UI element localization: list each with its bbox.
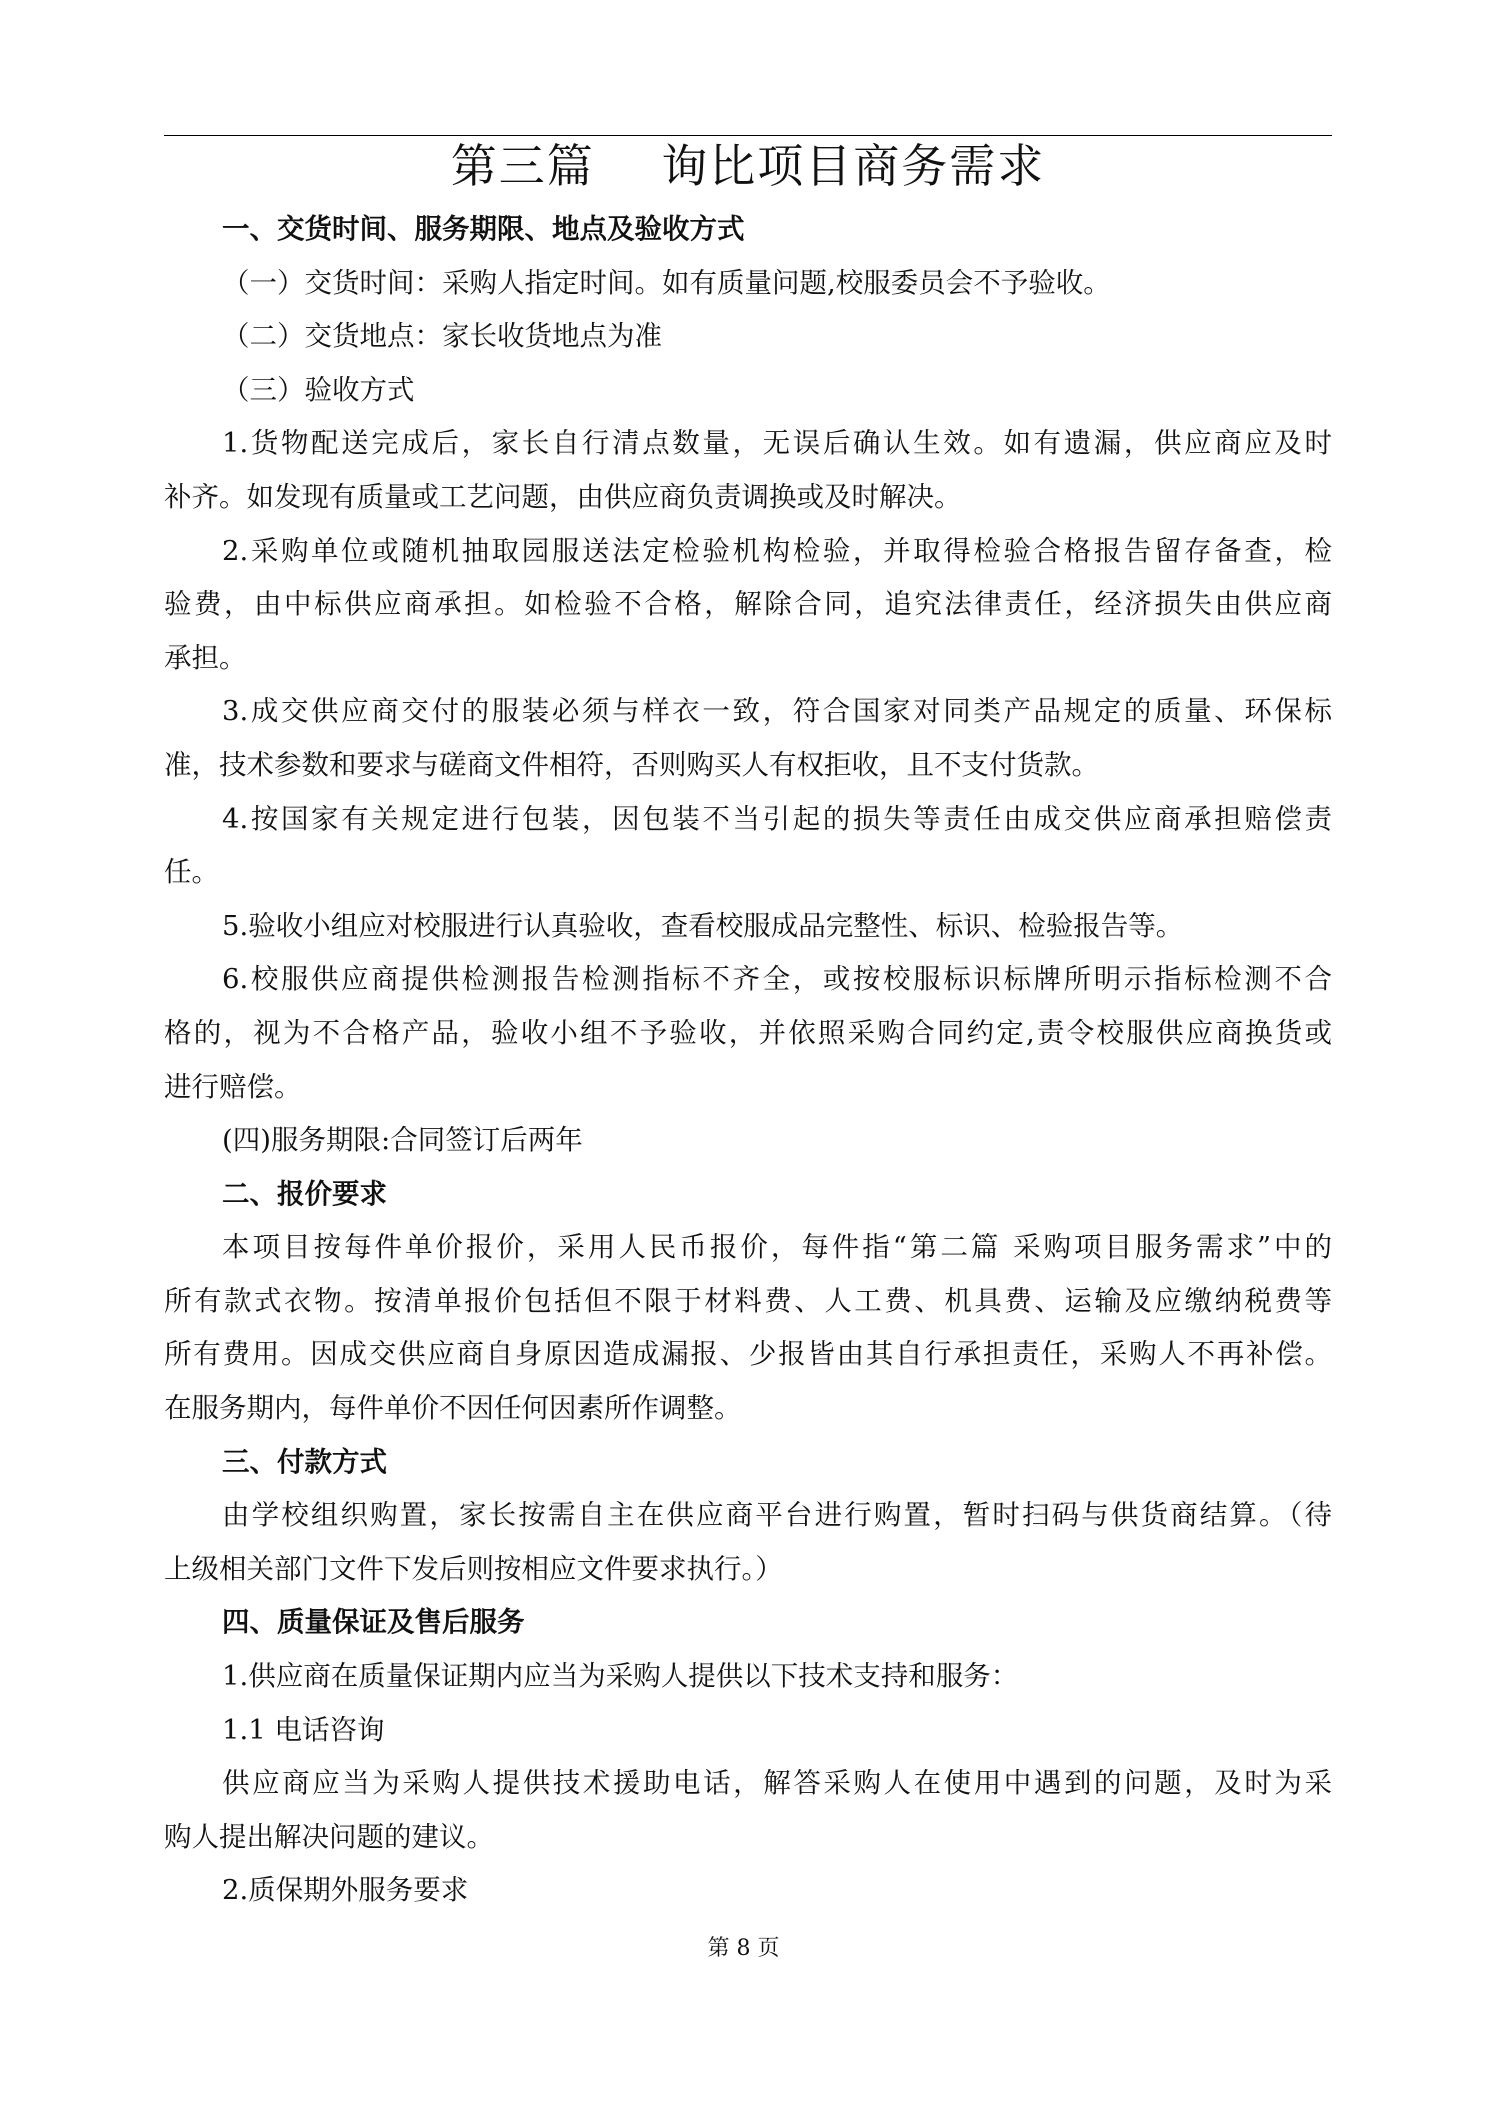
- acceptance-item-4-line-1: 4.按国家有关规定进行包装，因包装不当引起的损失等责任由成交供应商承担赔偿责: [222, 802, 1332, 835]
- paragraph-service-period: (四)服务期限:合同签订后两年: [222, 1124, 583, 1157]
- acceptance-item-1-line-2: 补齐。如发现有质量或工艺问题，由供应商负责调换或及时解决。: [164, 480, 962, 513]
- acceptance-item-2-line-3: 承担。: [164, 641, 247, 674]
- paragraph-delivery-place: （二）交货地点：家长收货地点为准: [222, 320, 662, 353]
- acceptance-item-2-line-1: 2.采购单位或随机抽取园服送法定检验机构检验，并取得检验合格报告留存备查，检: [222, 534, 1332, 567]
- quality-paragraph-phone-line-2: 购人提出解决问题的建议。: [164, 1820, 494, 1853]
- acceptance-item-4-line-2: 任。: [164, 856, 219, 889]
- acceptance-item-2-line-2: 验费，由中标供应商承担。如检验不合格，解除合同，追究法律责任，经济损失由供应商: [164, 588, 1332, 621]
- acceptance-item-3-line-2: 准，技术参数和要求与磋商文件相符，否则购买人有权拒收，且不支付货款。: [164, 748, 1099, 781]
- acceptance-item-1-line-1: 1.货物配送完成后，家长自行清点数量，无误后确认生效。如有遗漏，供应商应及时: [222, 427, 1332, 460]
- page-title: 第三篇 询比项目商务需求: [450, 139, 1046, 193]
- quality-paragraph-1: 1.供应商在质量保证期内应当为采购人提供以下技术支持和服务：: [222, 1660, 1019, 1693]
- section-heading-quotation: 二、报价要求: [222, 1177, 387, 1210]
- payment-line-1: 由学校组织购置，家长按需自主在供应商平台进行购置，暂时扫码与供货商结算。（待: [222, 1499, 1332, 1532]
- section-heading-delivery: 一、交货时间、服务期限、地点及验收方式: [222, 213, 745, 245]
- quotation-line-1: 本项目按每件单价报价，采用人民币报价，每件指“第二篇 采购项目服务需求”中的: [222, 1231, 1332, 1264]
- acceptance-item-3-line-1: 3.成交供应商交付的服装必须与样衣一致，符合国家对同类产品规定的质量、环保标: [222, 695, 1332, 728]
- payment-line-2: 上级相关部门文件下发后则按相应文件要求执行。）: [164, 1552, 783, 1585]
- acceptance-item-6-line-1: 6.校服供应商提供检测报告检测指标不齐全，或按校服标识标牌所明示指标检测不合: [222, 963, 1332, 996]
- acceptance-item-6-line-2: 格的，视为不合格产品，验收小组不予验收，并依照采购合同约定,责令校服供应商换货或: [164, 1016, 1332, 1049]
- paragraph-delivery-time: （一）交货时间：采购人指定时间。如有质量问题,校服委员会不予验收。: [222, 266, 1111, 299]
- quality-paragraph-phone: 1.1 电话咨询: [222, 1713, 385, 1746]
- quality-paragraph-out-of-warranty: 2.质保期外服务要求: [222, 1874, 469, 1907]
- document-body: [164, 203, 1332, 1918]
- quality-paragraph-phone-line-1: 供应商应当为采购人提供技术援助电话，解答采购人在使用中遇到的问题，及时为采: [222, 1767, 1332, 1800]
- quotation-line-4: 在服务期内，每件单价不因任何因素所作调整。: [164, 1392, 742, 1425]
- acceptance-item-6-line-3: 进行赔偿。: [164, 1070, 302, 1103]
- quotation-line-3: 所有费用。因成交供应商自身原因造成漏报、少报皆由其自行承担责任，采购人不再补偿。: [164, 1338, 1332, 1371]
- page-number: 第 8 页: [707, 1936, 780, 1961]
- section-heading-quality-service: 四、质量保证及售后服务: [222, 1606, 525, 1639]
- section-heading-payment: 三、付款方式: [222, 1445, 387, 1478]
- paragraph-acceptance-method: （三）验收方式: [222, 373, 415, 406]
- quotation-line-2: 所有款式衣物。按清单报价包括但不限于材料费、人工费、机具费、运输及应缴纳税费等: [164, 1284, 1332, 1317]
- acceptance-item-5-line-1: 5.验收小组应对校服进行认真验收，查看校服成品完整性、标识、检验报告等。: [222, 909, 1184, 942]
